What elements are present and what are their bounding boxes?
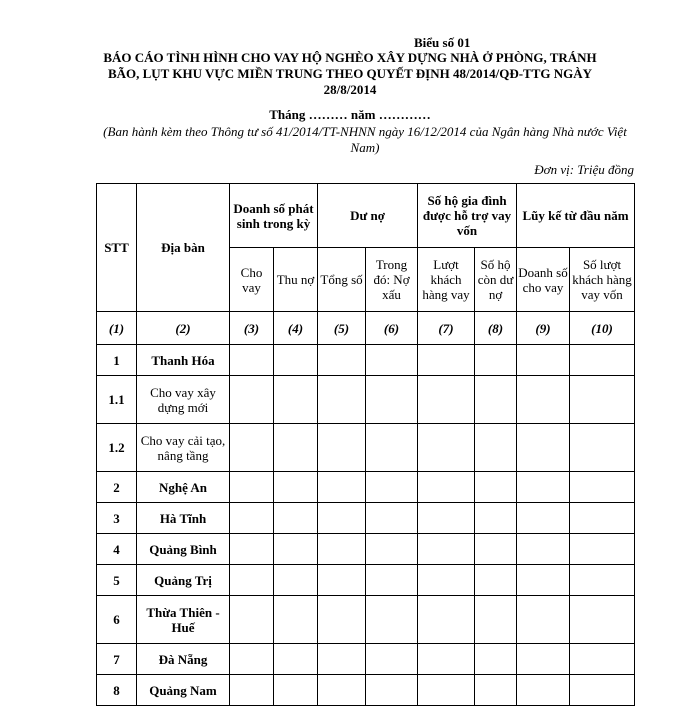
value-cell	[475, 644, 517, 675]
value-cell	[274, 596, 318, 644]
value-cell	[274, 345, 318, 376]
row-stt: 5	[97, 565, 137, 596]
column-number: (6)	[366, 312, 418, 345]
report-title: BÁO CÁO TÌNH HÌNH CHO VAY HỘ NGHÈO XÂY DỰNG NHÀ Ở PHÒNG, TRÁNH BÃO, LỤT KHU VỰC MIỀN TRUNG THEO QUYẾT ĐỊNH 48/2014/QĐ-TTG NGÀY 28/8/2014	[103, 50, 597, 97]
value-cell	[366, 503, 418, 534]
form-number: Biểu số 01	[414, 35, 471, 50]
column-number: (5)	[318, 312, 366, 345]
value-cell	[230, 345, 274, 376]
row-area: Hà Tĩnh	[137, 503, 230, 534]
header-group-cumulative: Lũy kế từ đầu năm	[517, 184, 635, 248]
value-cell	[274, 424, 318, 472]
value-cell	[366, 472, 418, 503]
header-col8: Số hộ còn dư nợ	[475, 248, 517, 312]
value-cell	[230, 424, 274, 472]
column-number: (9)	[517, 312, 570, 345]
value-cell	[475, 534, 517, 565]
value-cell	[570, 565, 635, 596]
row-area: Nghệ An	[137, 472, 230, 503]
value-cell	[230, 644, 274, 675]
row-area: Quảng Nam	[137, 675, 230, 706]
value-cell	[475, 565, 517, 596]
value-cell	[475, 472, 517, 503]
value-cell	[570, 534, 635, 565]
value-cell	[418, 675, 475, 706]
value-cell	[517, 424, 570, 472]
value-cell	[274, 565, 318, 596]
value-cell	[475, 345, 517, 376]
value-cell	[418, 534, 475, 565]
value-cell	[230, 503, 274, 534]
value-cell	[318, 596, 366, 644]
value-cell	[318, 472, 366, 503]
row-stt: 7	[97, 644, 137, 675]
value-cell	[570, 376, 635, 424]
value-cell	[318, 376, 366, 424]
row-stt: 1.2	[97, 424, 137, 472]
value-cell	[318, 424, 366, 472]
value-cell	[366, 644, 418, 675]
value-cell	[274, 472, 318, 503]
value-cell	[475, 503, 517, 534]
value-cell	[570, 424, 635, 472]
column-number: (7)	[418, 312, 475, 345]
value-cell	[366, 376, 418, 424]
row-area: Thanh Hóa	[137, 345, 230, 376]
header-col3: Cho vay	[230, 248, 274, 312]
value-cell	[570, 596, 635, 644]
value-cell	[418, 376, 475, 424]
value-cell	[517, 376, 570, 424]
column-number-row	[97, 312, 635, 345]
value-cell	[230, 534, 274, 565]
row-area: Cho vay xây dựng mới	[137, 376, 230, 424]
value-cell	[517, 503, 570, 534]
row-area: Cho vay cải tạo, nâng tầng	[137, 424, 230, 472]
value-cell	[418, 345, 475, 376]
table-row	[97, 472, 635, 503]
value-cell	[517, 596, 570, 644]
report-period: Tháng ……… năm …………	[269, 107, 431, 122]
data-rows	[97, 345, 635, 706]
column-number: (4)	[274, 312, 318, 345]
value-cell	[366, 565, 418, 596]
value-cell	[570, 345, 635, 376]
value-cell	[475, 376, 517, 424]
row-stt: 8	[97, 675, 137, 706]
value-cell	[366, 424, 418, 472]
value-cell	[318, 565, 366, 596]
value-cell	[517, 565, 570, 596]
value-cell	[274, 675, 318, 706]
header-col6: Trong đó: Nợ xấu	[366, 248, 418, 312]
table-row	[97, 565, 635, 596]
table-row	[97, 345, 635, 376]
header-stt: STT	[97, 184, 137, 312]
row-stt: 1	[97, 345, 137, 376]
value-cell	[318, 503, 366, 534]
value-cell	[366, 596, 418, 644]
column-number: (10)	[570, 312, 635, 345]
row-area: Quảng Trị	[137, 565, 230, 596]
value-cell	[570, 644, 635, 675]
column-number: (1)	[97, 312, 137, 345]
value-cell	[570, 503, 635, 534]
header-group-households: Số hộ gia đình được hỗ trợ vay vốn	[418, 184, 517, 248]
row-stt: 1.1	[97, 376, 137, 424]
value-cell	[318, 345, 366, 376]
value-cell	[318, 644, 366, 675]
value-cell	[230, 376, 274, 424]
value-cell	[274, 503, 318, 534]
value-cell	[230, 596, 274, 644]
value-cell	[318, 534, 366, 565]
row-area: Đà Nẵng	[137, 644, 230, 675]
table-row	[97, 596, 635, 644]
value-cell	[475, 675, 517, 706]
row-stt: 3	[97, 503, 137, 534]
value-cell	[418, 503, 475, 534]
value-cell	[418, 644, 475, 675]
header-area: Địa bàn	[137, 184, 230, 312]
table-row	[97, 376, 635, 424]
header-col10: Số lượt khách hàng vay vốn	[570, 248, 635, 312]
value-cell	[517, 472, 570, 503]
value-cell	[475, 424, 517, 472]
unit-label: Đơn vị: Triệu đồng	[534, 162, 634, 177]
value-cell	[418, 596, 475, 644]
header-col5: Tổng số	[318, 248, 366, 312]
value-cell	[570, 675, 635, 706]
value-cell	[475, 596, 517, 644]
table-row	[97, 644, 635, 675]
value-cell	[570, 472, 635, 503]
value-cell	[418, 424, 475, 472]
value-cell	[318, 675, 366, 706]
header-group-outstanding: Dư nợ	[318, 184, 418, 248]
column-number: (3)	[230, 312, 274, 345]
value-cell	[274, 534, 318, 565]
header-col7: Lượt khách hàng vay	[418, 248, 475, 312]
header-group-turnover: Doanh số phát sinh trong kỳ	[230, 184, 318, 248]
table-row	[97, 424, 635, 472]
table-row	[97, 503, 635, 534]
value-cell	[274, 376, 318, 424]
value-cell	[274, 644, 318, 675]
row-area: Thừa Thiên - Huế	[137, 596, 230, 644]
header-col9: Doanh số cho vay	[517, 248, 570, 312]
row-stt: 4	[97, 534, 137, 565]
row-stt: 2	[97, 472, 137, 503]
row-area: Quảng Bình	[137, 534, 230, 565]
value-cell	[366, 345, 418, 376]
report-table	[96, 183, 635, 706]
column-number: (2)	[137, 312, 230, 345]
value-cell	[517, 345, 570, 376]
value-cell	[230, 472, 274, 503]
value-cell	[366, 534, 418, 565]
value-cell	[517, 675, 570, 706]
issued-with-note: (Ban hành kèm theo Thông tư số 41/2014/TT-NHNN ngày 16/12/2014 của Ngân hàng Nhà nước Việt Nam)	[103, 124, 627, 155]
value-cell	[418, 472, 475, 503]
value-cell	[230, 565, 274, 596]
value-cell	[418, 565, 475, 596]
value-cell	[517, 644, 570, 675]
row-stt: 6	[97, 596, 137, 644]
header-col4: Thu nợ	[274, 248, 318, 312]
column-number: (8)	[475, 312, 517, 345]
value-cell	[366, 675, 418, 706]
value-cell	[517, 534, 570, 565]
table-row	[97, 534, 635, 565]
table-row	[97, 675, 635, 706]
value-cell	[230, 675, 274, 706]
